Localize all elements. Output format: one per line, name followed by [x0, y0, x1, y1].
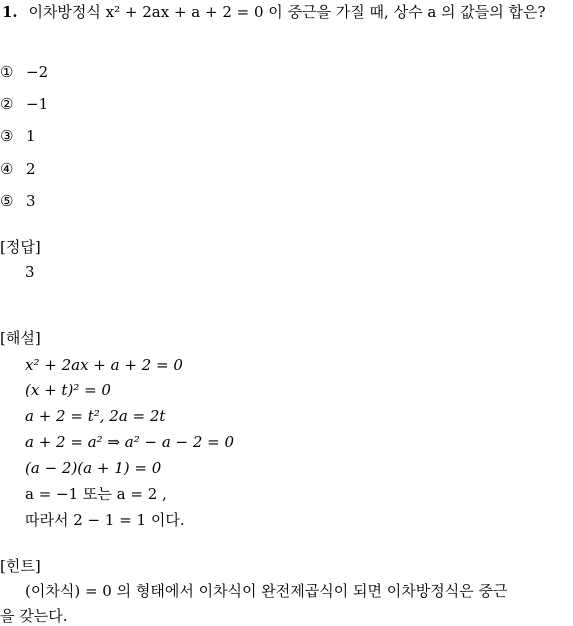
- choice-marker: ②: [0, 95, 14, 113]
- choice-5: [0, 191, 36, 211]
- solution-label: [해설]: [0, 329, 41, 347]
- hint-text-line-1: (이차식) = 0 의 형태에서 이차식이 완전제곱식이 되면 이차방정식은 중근: [25, 582, 508, 600]
- solution-line: x² + 2ax + a + 2 = 0: [25, 356, 183, 374]
- choice-value: 1: [26, 127, 36, 145]
- answer-label: [정답]: [0, 238, 41, 256]
- hint-text-line-2: 을 갖는다.: [0, 607, 68, 625]
- question-text: 이차방정식 x² + 2ax + a + 2 = 0 이 중근을 가질 때, 상수 a 의 값들의 합은?: [28, 3, 546, 21]
- hint-label: [힌트]: [0, 557, 41, 575]
- solution-line: (x + t)² = 0: [25, 381, 111, 399]
- solution-line: a = −1 또는 a = 2 ,: [25, 485, 167, 503]
- choice-3: [0, 126, 36, 146]
- choice-4: [0, 159, 36, 179]
- question: [2, 2, 546, 22]
- answer-value: 3: [25, 263, 35, 281]
- choice-marker: ⑤: [0, 192, 14, 210]
- choice-1: [0, 62, 48, 82]
- question-number: 1.: [2, 3, 18, 21]
- choice-value: −2: [26, 63, 49, 81]
- solution-line: 따라서 2 − 1 = 1 이다.: [25, 511, 185, 529]
- choice-marker: ③: [0, 127, 14, 145]
- choice-marker: ①: [0, 63, 14, 81]
- choice-marker: ④: [0, 160, 14, 178]
- choice-value: 2: [26, 160, 36, 178]
- choice-value: 3: [26, 192, 36, 210]
- choice-value: −1: [26, 95, 49, 113]
- solution-line: a + 2 = a² ⇒ a² − a − 2 = 0: [25, 433, 235, 451]
- choice-2: [0, 94, 48, 114]
- solution-line: a + 2 = t², 2a = 2t: [25, 407, 166, 425]
- solution-line: (a − 2)(a + 1) = 0: [25, 459, 162, 477]
